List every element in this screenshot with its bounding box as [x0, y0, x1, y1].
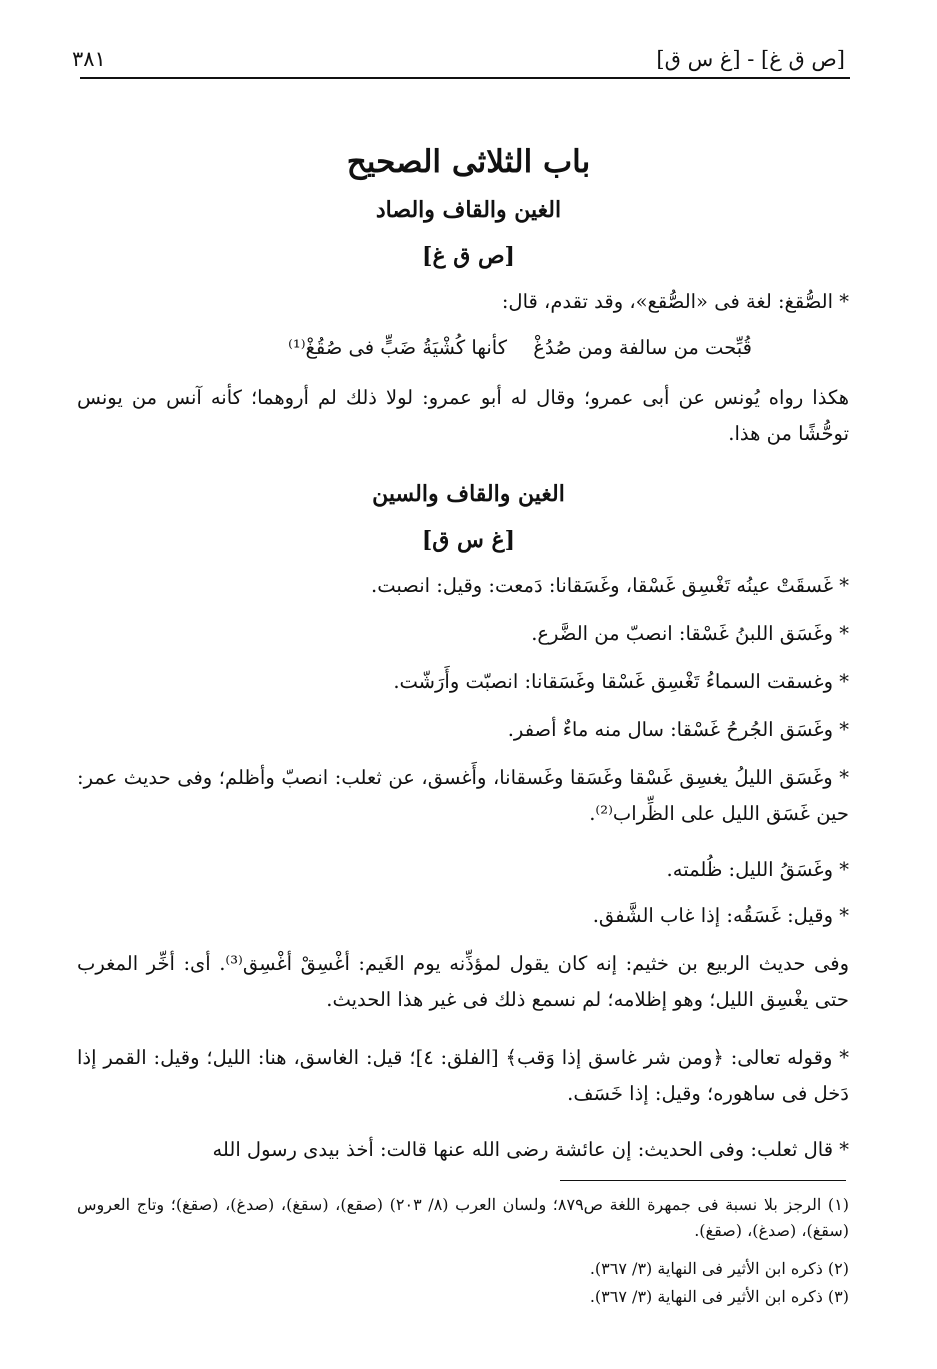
footnote: (٣) ذكره ابن الأثير فى النهاية (٣/ ٣٦٧). [589, 1287, 849, 1306]
entry-paragraph: * وقيل: غَسَقُه: إذا غاب الشَّفق. [592, 904, 849, 927]
entry-paragraph: * وغَسَقُ الليل: ظُلمته. [666, 858, 849, 881]
verse-hemistich: قُبِّحت من سالفة ومن صُدُغْ [533, 336, 752, 359]
entry-paragraph: * وغَسَق اللبنُ غَسْقا: انصبّ من الضَّرع. [531, 622, 849, 645]
entry-paragraph: * قال ثعلب: وفى الحديث: إن عائشة رضى الله عنها قالت: أخذ بيدى رسول الله [212, 1138, 849, 1161]
running-head: [ص ق غ] - [غ س ق] [656, 47, 845, 71]
section-heading: الغين والقاف والصاد [375, 197, 562, 223]
entry-paragraph: وفى حديث الربيع بن خثيم: إنه كان يقول لمؤذِّنه يوم الغَيم: أغْسِقْ أغْسِق⁽³⁾. أى: أخِّر المغرب حتى يغْسِق الليل؛ وهو إظلامه؛ لم نسمع ذلك فى غير هذا الحديث. [77, 952, 849, 1011]
entry-paragraph: * وغَسَق الجُرحُ غَسْقا: سال منه ماءٌ أصفر. [507, 718, 849, 741]
footnote-rule [560, 1180, 846, 1181]
section-heading: الغين والقاف والسين [372, 481, 565, 507]
entry-paragraph: * وغسقت السماءُ تَغْسِق غَسْقا وغَسَقانا: انصبّت وأَرَشّت. [393, 670, 849, 693]
root-heading: [غ س ق] [421, 527, 516, 553]
entry-paragraph: * غَسقَتْ عينُه تَغْسِق غَسْقا، وغَسَقانا: دَمعت: وقيل: انصبت. [371, 574, 849, 597]
chapter-title: باب الثلاثى الصحيح [346, 144, 591, 180]
verse-hemistich: كأنها كُشْيَةُ ضَبٍّ فى صُقُغْ⁽¹⁾ [288, 336, 507, 359]
header-rule [80, 77, 850, 79]
entry-paragraph: * وغَسَق الليلُ يغسِق غَسْقا وغَسَقا وغَسقانا، وأَغسق، عن ثعلب: انصبّ وأظلم؛ وفى حديث عمر: حين غَسَق الليل على الظِّراب⁽²⁾. [77, 766, 849, 825]
entry-paragraph: هكذا رواه يُونس عن أبى عمرو؛ وقال له أبو عمرو: لولا ذلك لم أروهما؛ كأنه آنس من يونس توحُّشًا من هذا. [77, 386, 849, 445]
page-number: ٣٨١ [72, 47, 106, 71]
entry-paragraph: * وقوله تعالى: ﴿ومن شر غاسق إذا وَقب﴾ [الفلق: ٤]؛ قيل: الغاسق، هنا: الليل؛ وقيل: القمر إذا دَخل فى ساهوره؛ وقيل: إذا خَسَف. [77, 1046, 849, 1105]
root-heading: [ص ق غ] [422, 243, 515, 269]
footnote: (١) الرجز بلا نسبة فى جمهرة اللغة ص٨٧٩؛ ولسان العرب (٨/ ٢٠٣) (صقع)، (سقغ)، (صدغ)، (صقغ)؛ وتاج العروس (سقغ)، (صدغ)، (صقغ). [77, 1195, 850, 1240]
entry-paragraph: * الصُّقغ: لغة فى «الصُّقع»، وقد تقدم، قال: [501, 290, 849, 313]
footnote: (٢) ذكره ابن الأثير فى النهاية (٣/ ٣٦٧). [589, 1259, 849, 1278]
